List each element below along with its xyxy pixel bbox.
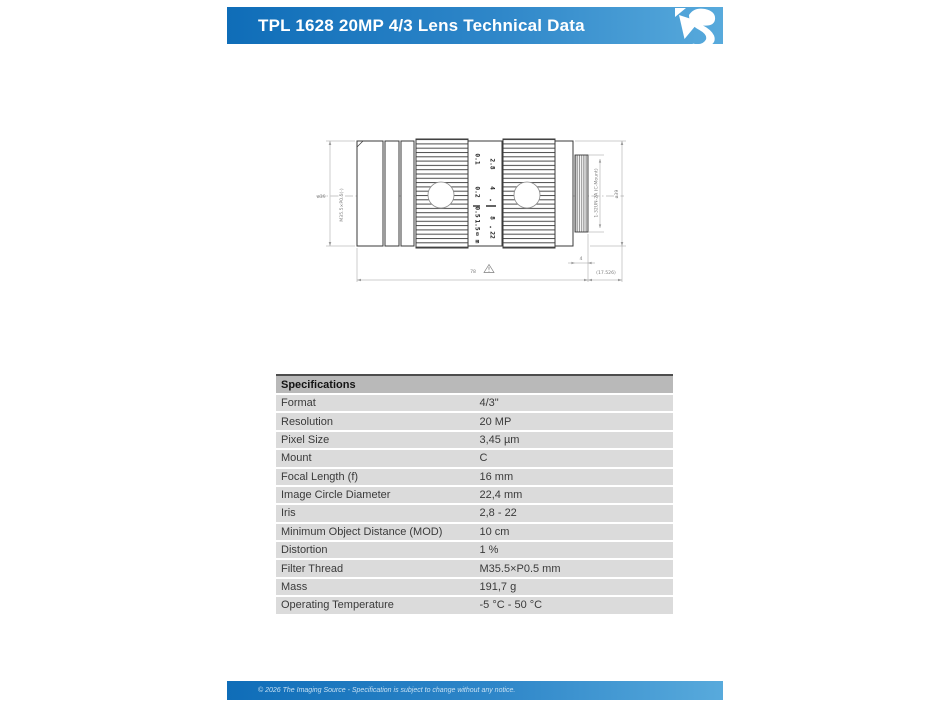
- spec-label: Iris: [276, 505, 475, 521]
- scale-numeral: 2.8: [488, 158, 496, 170]
- spec-value: C: [475, 450, 674, 466]
- scale-numeral: 1.5: [473, 219, 481, 231]
- spec-value: 3,45 µm: [475, 432, 674, 448]
- scale-numeral: 8: [488, 216, 496, 220]
- spec-table-body: [276, 395, 673, 614]
- spec-label: Distortion: [276, 542, 475, 558]
- iris-ring-screw: [514, 182, 540, 208]
- spec-value: 10 cm: [475, 524, 674, 540]
- header-bar: [227, 7, 723, 44]
- scale-numeral: 22: [488, 231, 496, 239]
- spec-value: M35.5×P0.5 mm: [475, 560, 674, 576]
- table-row: [276, 450, 673, 466]
- scale-numeral: 0.1: [473, 153, 481, 165]
- table-row: [276, 560, 673, 576]
- scale-band: [468, 141, 502, 246]
- scale-numeral: 0.2: [473, 186, 481, 198]
- lens-body: [357, 139, 588, 248]
- spec-label: Minimum Object Distance (MOD): [276, 524, 475, 540]
- page-title: TPL 1628 20MP 4/3 Lens Technical Data: [258, 15, 585, 35]
- spec-label: Pixel Size: [276, 432, 475, 448]
- spec-label: Format: [276, 395, 475, 411]
- table-row: [276, 505, 673, 521]
- focus-ring-screw: [428, 182, 454, 208]
- spec-value: 2,8 - 22: [475, 505, 674, 521]
- spec-value: 4/3": [475, 395, 674, 411]
- table-row: [276, 579, 673, 595]
- spec-value: 191,7 g: [475, 579, 674, 595]
- spec-label: Focal Length (f): [276, 469, 475, 485]
- spec-value: 1 %: [475, 542, 674, 558]
- footer-bar: [227, 681, 723, 700]
- spec-value: 16 mm: [475, 469, 674, 485]
- flange-distance-label: (17.526): [596, 271, 616, 276]
- thread-length-label: 4: [579, 257, 583, 262]
- imaging-source-logo-icon: [675, 8, 717, 48]
- filter-thread-label: M35.5×P0.5(-): [340, 188, 345, 222]
- specifications-table: [276, 372, 673, 616]
- table-title: Specifications: [276, 374, 673, 393]
- table-row: [276, 524, 673, 540]
- table-row: [276, 413, 673, 429]
- spec-value: 22,4 mm: [475, 487, 674, 503]
- front-diameter-label: ø39: [317, 195, 326, 200]
- spec-label: Operating Temperature: [276, 597, 475, 613]
- table-row: [276, 432, 673, 448]
- scale-numeral: 4: [488, 186, 496, 190]
- scale-numeral: ∞: [473, 232, 481, 236]
- table-row: [276, 487, 673, 503]
- scale-numeral: 0.5: [473, 206, 481, 218]
- spec-label: Mass: [276, 579, 475, 595]
- overall-length-label: 78: [470, 270, 476, 275]
- spec-label: Filter Thread: [276, 560, 475, 576]
- spec-label: Image Circle Diameter: [276, 487, 475, 503]
- spec-label: Mount: [276, 450, 475, 466]
- c-mount-thread: [575, 155, 588, 232]
- lens-technical-drawing: [300, 130, 640, 290]
- mount-thread-label: 1-32UN-2A (C-Mount): [594, 168, 600, 218]
- table-row: [276, 469, 673, 485]
- copyright-notice: © 2026 The Imaging Source - Specification is subject to change without any notice.: [258, 687, 516, 694]
- rear-diameter-label: ø39: [615, 189, 620, 199]
- spec-value: 20 MP: [475, 413, 674, 429]
- table-row: [276, 542, 673, 558]
- spec-value: -5 °C - 50 °C: [475, 597, 674, 613]
- spec-label: Resolution: [276, 413, 475, 429]
- table-row: [276, 395, 673, 411]
- table-row: [276, 597, 673, 613]
- scale-numeral: m: [473, 239, 481, 244]
